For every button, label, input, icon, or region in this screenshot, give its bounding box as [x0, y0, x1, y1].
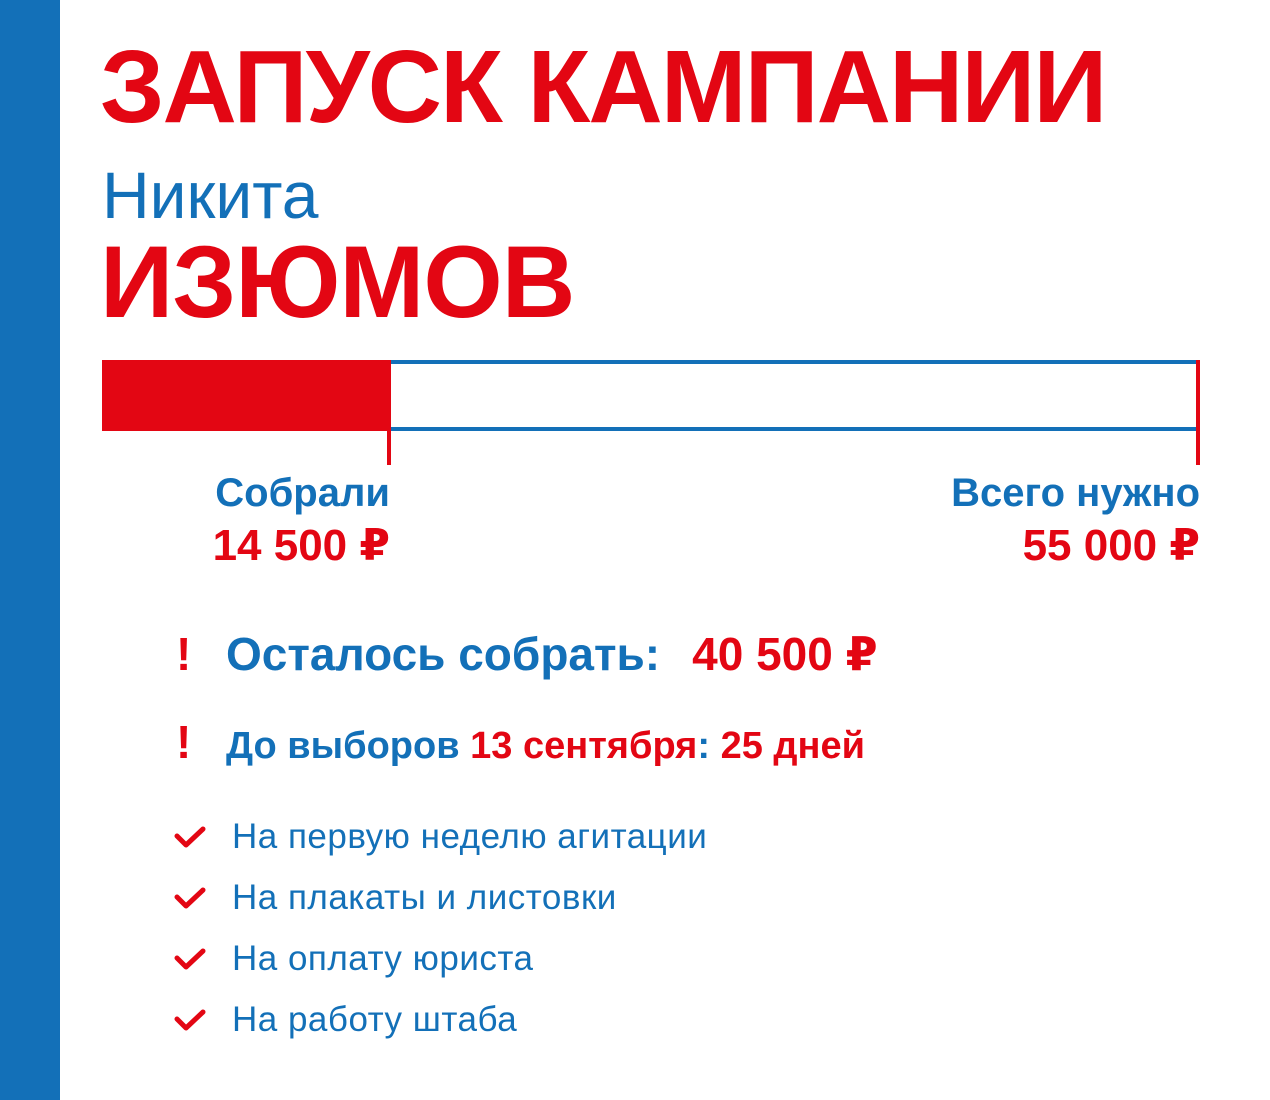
remaining-amount: 40 500 ₽ [692, 628, 878, 680]
list-item-text: На оплату юриста [232, 938, 534, 978]
election-date: 13 сентября [470, 725, 698, 767]
collected-label: Собрали [215, 471, 390, 515]
list-item-text: На работу штаба [232, 999, 518, 1039]
election-prefix: До выборов [226, 725, 460, 767]
goal-amount: 55 000 ₽ [1022, 521, 1200, 570]
progress-fill [102, 360, 391, 431]
candidate-last-name: ИЗЮМОВ [100, 225, 575, 339]
list-item [174, 928, 707, 989]
check-icon [174, 825, 206, 849]
remaining-alert [176, 622, 878, 686]
check-icon [174, 1008, 206, 1032]
check-icon [174, 947, 206, 971]
candidate-first-name: Никита [102, 158, 319, 232]
remaining-label: Осталось собрать: [226, 628, 661, 680]
goal-label: Всего нужно [951, 471, 1200, 515]
election-colon: : [697, 725, 710, 767]
collected-block [213, 468, 390, 574]
funding-purposes-list [174, 806, 707, 1050]
list-item [174, 989, 707, 1050]
list-item-text: На первую неделю агитации [232, 816, 708, 856]
list-item-text: На плакаты и листовки [232, 877, 617, 917]
exclamation-icon: ! [176, 628, 192, 680]
election-alert [176, 712, 865, 776]
collected-amount: 14 500 ₽ [212, 521, 390, 570]
fundraising-progress-bar [102, 360, 1200, 465]
check-icon [174, 886, 206, 910]
exclamation-icon: ! [176, 716, 192, 768]
list-item [174, 867, 707, 928]
progress-goal-marker [1196, 360, 1200, 465]
progress-collected-marker [387, 360, 391, 465]
campaign-title: ЗАПУСК КАМПАНИИ [100, 29, 1106, 144]
side-stripe [0, 0, 60, 1100]
election-days-left: 25 дней [720, 725, 865, 767]
list-item [174, 806, 707, 867]
goal-block [951, 468, 1200, 574]
